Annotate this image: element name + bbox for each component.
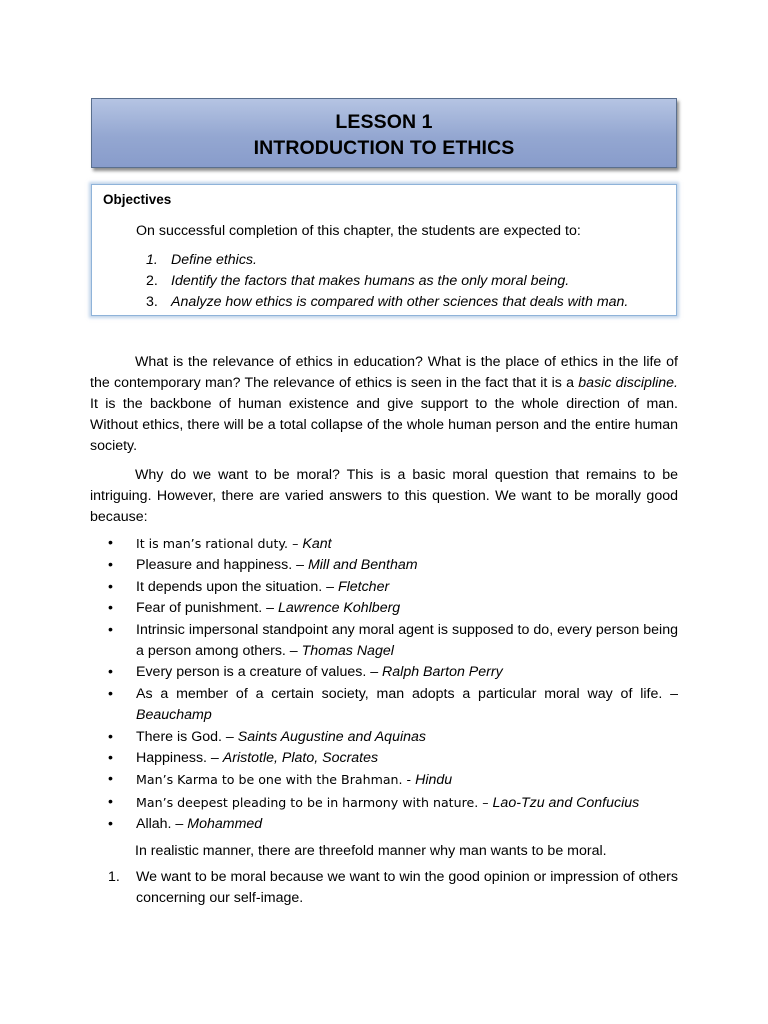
objective-text: Define ethics. (171, 252, 257, 268)
reason-author: Mill and Bentham (307, 557, 418, 574)
reason-text: As a member of a certain society, man adopts a particular moral way of life. – (136, 685, 678, 702)
reason-item (90, 620, 678, 663)
reason-text: Happiness. – (136, 750, 223, 767)
reason-text: Man’s deepest pleading to be in harmony with nature. – (136, 794, 493, 810)
lesson-title-banner (91, 98, 677, 168)
objective-item (136, 250, 628, 271)
reason-author: Lawrence Kohlberg (277, 600, 401, 617)
reason-text: Allah. – (136, 816, 188, 833)
reason-item (90, 577, 678, 598)
objective-text: Identify the factors that makes humans as the only moral being. (171, 273, 570, 289)
reason-text: It depends upon the situation. – (136, 578, 338, 595)
reasons-list (90, 533, 678, 836)
bullet-icon: • (108, 600, 113, 617)
reason-author: Aristotle, Plato, Socrates (222, 750, 379, 767)
reason-text: Intrinsic impersonal standpoint any moral agent is supposed to do, every person being a person among others. – (136, 621, 678, 660)
bullet-icon: • (108, 728, 113, 745)
reason-author: Hindu (415, 772, 453, 789)
reason-author: Kant (302, 536, 332, 552)
bullet-icon: • (108, 771, 113, 788)
paragraph-text: It is the backbone of human existence and give support to the whole direction of man. Without ethics, there will be a total collapse of the whole human person and the entire human society. (90, 396, 678, 454)
threefold-text: We want to be moral because we want to win the good opinion or impression of others concerning our self-image. (136, 869, 678, 906)
reason-item (90, 684, 678, 727)
bullet-icon: • (108, 664, 113, 681)
reason-author: Saints Augustine and Aquinas (237, 728, 426, 745)
reason-text: Every person is a creature of values. – (136, 664, 383, 681)
reason-author: Thomas Nagel (301, 643, 394, 660)
reason-item (90, 533, 678, 555)
threefold-item (90, 867, 678, 909)
bullet-icon: • (108, 750, 113, 767)
reason-item (90, 748, 678, 769)
bullet-icon: • (108, 578, 113, 595)
reason-author: Fletcher (337, 578, 390, 595)
reason-item (90, 727, 678, 748)
bullet-icon: • (108, 621, 113, 638)
threefold-number: 1. (108, 869, 120, 885)
reason-author: Mohammed (187, 816, 263, 833)
reason-author: Ralph Barton Perry (382, 664, 503, 681)
objective-text: Analyze how ethics is compared with other sciences that deals with man. (171, 294, 629, 310)
paragraph-text: What is the relevance of ethics in education? What is the place of ethics in the life of the contemporary man? The relevance of ethics is seen in the fact that it is a (90, 354, 678, 391)
objective-number: 1. (146, 252, 158, 268)
objectives-box (91, 184, 677, 316)
objective-item (136, 271, 628, 292)
reason-item (90, 814, 678, 835)
objective-number: 2. (146, 273, 158, 289)
bullet-icon: • (108, 793, 113, 810)
bullet-icon: • (108, 816, 113, 833)
reason-text: It is man’s rational duty. – (136, 536, 303, 551)
paragraph-emphasis: basic discipline. (578, 375, 678, 391)
objectives-intro: On successful completion of this chapter, the students are expected to: (136, 223, 581, 239)
reason-text: Man’s Karma to be one with the Brahman. - (136, 772, 416, 788)
objective-item (136, 292, 628, 313)
bullet-icon: • (108, 535, 113, 551)
reason-author: Beauchamp (136, 707, 212, 724)
bullet-icon: • (108, 685, 113, 702)
lesson-number: LESSON 1 (335, 111, 433, 133)
paragraph-relevance (90, 352, 678, 457)
bullet-icon: • (108, 557, 113, 574)
objectives-list (136, 250, 628, 313)
paragraph-why-moral (90, 465, 678, 528)
reason-text: Pleasure and happiness. – (136, 557, 308, 574)
reason-item (90, 598, 678, 619)
reason-text: Fear of punishment. – (136, 600, 278, 617)
objectives-heading: Objectives (103, 192, 172, 207)
objective-number: 3. (146, 294, 158, 310)
closing-sentence: In realistic manner, there are threefold manner why man wants to be moral. (135, 843, 607, 859)
lesson-title: INTRODUCTION TO ETHICS (253, 137, 515, 159)
reason-item (90, 662, 678, 683)
threefold-list (90, 867, 678, 909)
paragraph-text: Why do we want to be moral? This is a basic moral question that remains to be intriguing. However, there are varied answers to this question. We want to be morally good because: (90, 467, 678, 525)
reason-author: Lao-Tzu and Confucius (492, 794, 640, 811)
reason-item (90, 555, 678, 576)
reason-text: There is God. – (136, 728, 238, 745)
reason-item (90, 792, 678, 814)
reason-item (90, 769, 678, 791)
